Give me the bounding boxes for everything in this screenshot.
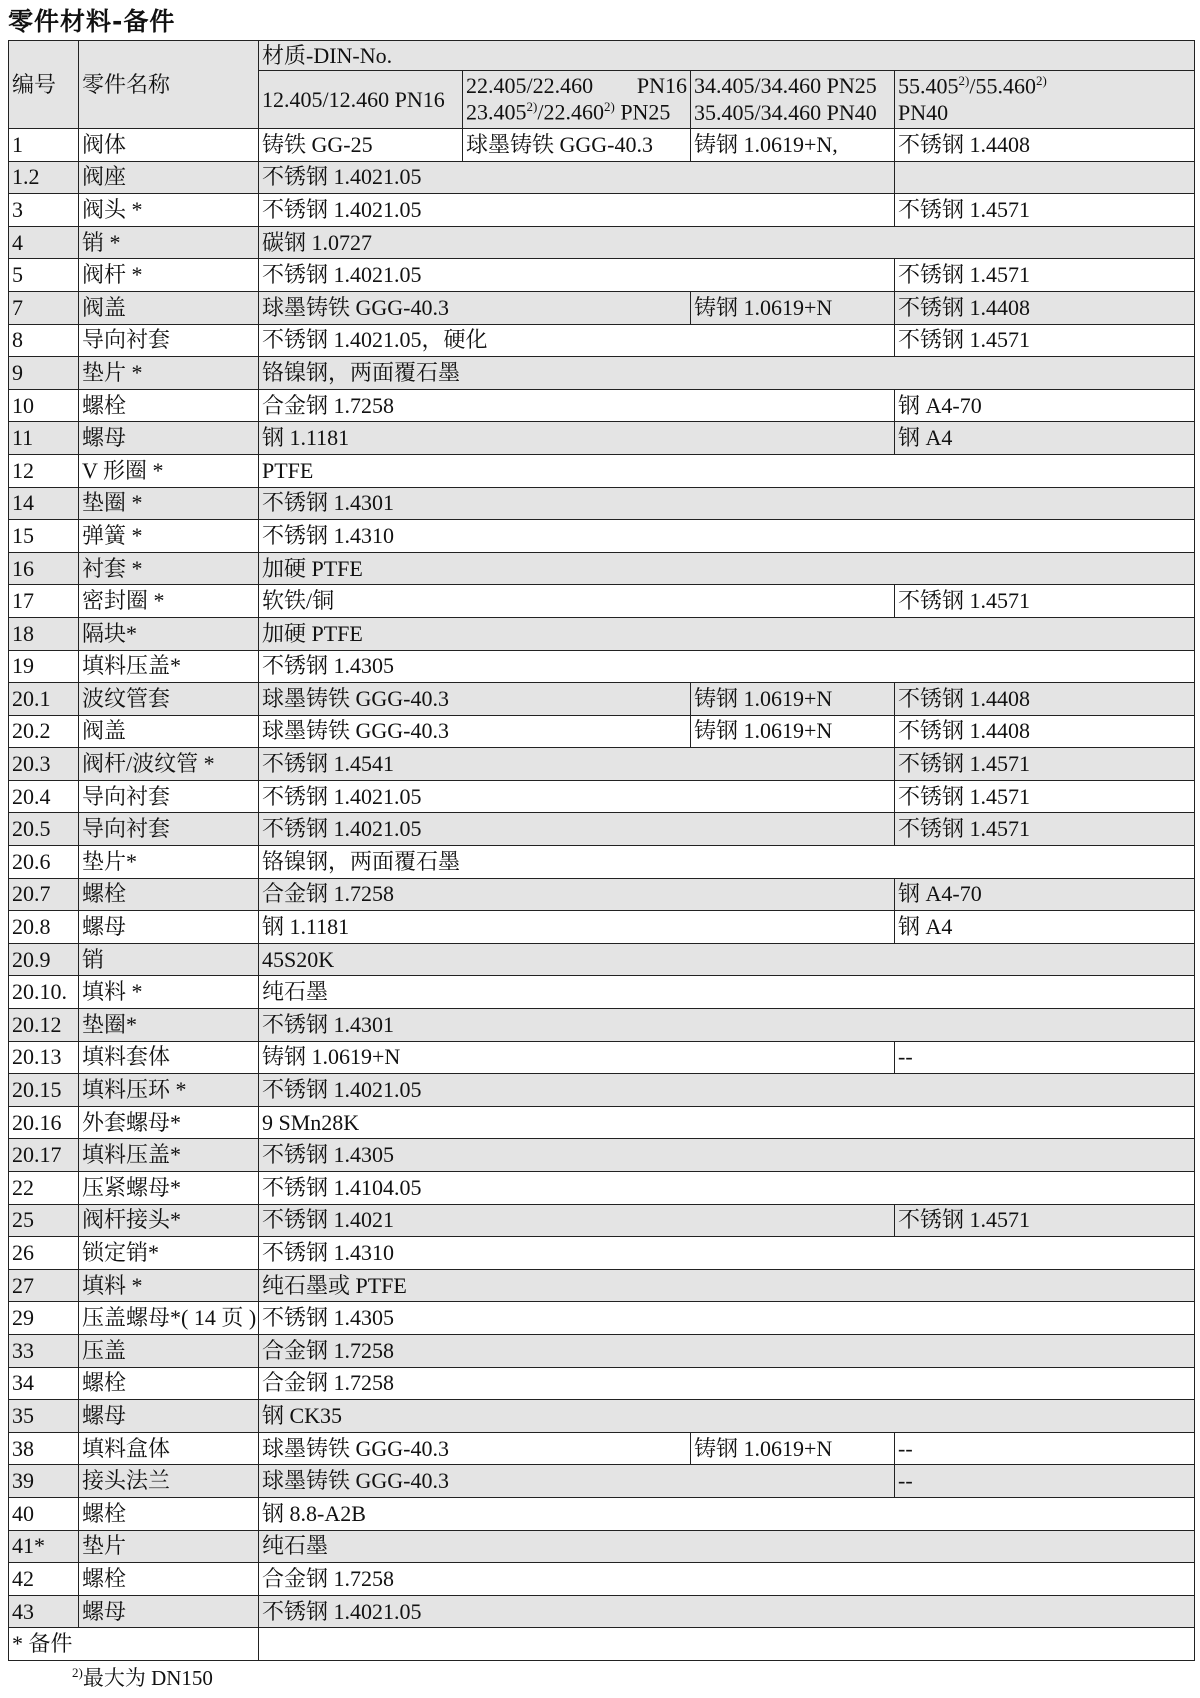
material-cell: -- xyxy=(895,1465,1195,1498)
material-cell: 不锈钢 1.4305 xyxy=(259,650,1195,683)
material-cell: 不锈钢 1.4104.05 xyxy=(259,1172,1195,1205)
footnote: $^{2)}$最大为 DN150 xyxy=(72,1665,213,1690)
header-material-4: 55.405$^{2)}$/55.460$^{2)}$ PN40 xyxy=(895,71,1195,129)
table-row xyxy=(9,1530,1195,1563)
material-cell: 球墨铸铁 GGG-40.3 xyxy=(463,129,691,162)
table-row xyxy=(9,1106,1195,1139)
table-row xyxy=(9,1269,1195,1302)
part-name: V 形圈 * xyxy=(79,454,259,487)
material-cell: 钢 A4-70 xyxy=(895,878,1195,911)
part-name: 阀头 * xyxy=(79,194,259,227)
part-number: 8 xyxy=(9,324,79,357)
table-row xyxy=(9,1595,1195,1628)
part-number: 20.6 xyxy=(9,846,79,879)
part-number: 43 xyxy=(9,1595,79,1628)
material-cell: 铸铁 GG-25 xyxy=(259,129,463,162)
header-material-1: 12.405/12.460 PN16 xyxy=(259,71,463,129)
part-number: 7 xyxy=(9,291,79,324)
part-name: 导向衬套 xyxy=(79,780,259,813)
material-cell: 不锈钢 1.4571 xyxy=(895,813,1195,846)
part-name: 填料压盖* xyxy=(79,1139,259,1172)
table-row xyxy=(9,1563,1195,1596)
part-number: 40 xyxy=(9,1497,79,1530)
material-cell: 不锈钢 1.4571 xyxy=(895,780,1195,813)
part-name: 锁定销* xyxy=(79,1237,259,1270)
material-cell xyxy=(895,161,1195,194)
material-cell: 不锈钢 1.4021.05 xyxy=(259,259,895,292)
part-number: 29 xyxy=(9,1302,79,1335)
material-cell: 铸钢 1.0619+N xyxy=(691,683,895,716)
material-cell: 球墨铸铁 GGG-40.3 xyxy=(259,291,691,324)
part-number: 19 xyxy=(9,650,79,683)
material-cell: 铬镍钢，两面覆石墨 xyxy=(259,357,1195,390)
material-cell: 铸钢 1.0619+N xyxy=(691,715,895,748)
table-row xyxy=(9,1465,1195,1498)
table-row xyxy=(9,454,1195,487)
material-cell: 不锈钢 1.4408 xyxy=(895,129,1195,162)
part-number: 20.12 xyxy=(9,1009,79,1042)
part-number: 38 xyxy=(9,1432,79,1465)
part-name: 垫圈 * xyxy=(79,487,259,520)
table-row xyxy=(9,715,1195,748)
part-number: 39 xyxy=(9,1465,79,1498)
material-cell: 不锈钢 1.4021.05 xyxy=(259,161,895,194)
table-row xyxy=(9,1334,1195,1367)
material-cell: 纯石墨 xyxy=(259,976,1195,1009)
material-cell: 不锈钢 1.4021.05 xyxy=(259,194,895,227)
table-row xyxy=(9,520,1195,553)
table-row xyxy=(9,1204,1195,1237)
part-name: 填料压盖* xyxy=(79,650,259,683)
part-number: 18 xyxy=(9,617,79,650)
material-cell: 不锈钢 1.4021 xyxy=(259,1204,895,1237)
material-cell: 不锈钢 1.4541 xyxy=(259,748,895,781)
part-name: 填料 * xyxy=(79,1269,259,1302)
page-title: 零件材料-备件 xyxy=(8,7,176,36)
part-name: 螺栓 xyxy=(79,1497,259,1530)
table-row xyxy=(9,487,1195,520)
part-name: 衬套 * xyxy=(79,552,259,585)
part-name: 填料 * xyxy=(79,976,259,1009)
material-cell: 铸钢 1.0619+N xyxy=(259,1041,895,1074)
table-row xyxy=(9,1432,1195,1465)
part-name: 阀座 xyxy=(79,161,259,194)
table-row xyxy=(9,976,1195,1009)
part-number: 25 xyxy=(9,1204,79,1237)
material-cell: 不锈钢 1.4021.05 xyxy=(259,780,895,813)
material-cell: 不锈钢 1.4408 xyxy=(895,715,1195,748)
part-name: 销 xyxy=(79,943,259,976)
part-name: 垫片* xyxy=(79,846,259,879)
table-row xyxy=(9,650,1195,683)
part-number: 20.10. xyxy=(9,976,79,1009)
table-row xyxy=(9,422,1195,455)
part-name: 垫圈* xyxy=(79,1009,259,1042)
material-cell: 不锈钢 1.4021.05 xyxy=(259,1595,1195,1628)
part-number: 20.7 xyxy=(9,878,79,911)
table-row xyxy=(9,585,1195,618)
material-cell: 球墨铸铁 GGG-40.3 xyxy=(259,1465,895,1498)
table-row xyxy=(9,1041,1195,1074)
table-row xyxy=(9,1074,1195,1107)
part-number: 1.2 xyxy=(9,161,79,194)
material-cell: 球墨铸铁 GGG-40.3 xyxy=(259,1432,691,1465)
part-number: 20.3 xyxy=(9,748,79,781)
table-row xyxy=(9,1009,1195,1042)
part-name: 螺栓 xyxy=(79,1563,259,1596)
table-row xyxy=(9,1497,1195,1530)
part-name: 波纹管套 xyxy=(79,683,259,716)
table-row xyxy=(9,161,1195,194)
table-row xyxy=(9,911,1195,944)
material-cell: 合金钢 1.7258 xyxy=(259,389,895,422)
part-number: 10 xyxy=(9,389,79,422)
material-cell: 钢 8.8-A2B xyxy=(259,1497,1195,1530)
part-number: 20.2 xyxy=(9,715,79,748)
material-cell: 钢 A4-70 xyxy=(895,389,1195,422)
header-part-name: 零件名称 xyxy=(79,41,259,129)
part-number: 9 xyxy=(9,357,79,390)
material-cell: 不锈钢 1.4301 xyxy=(259,1009,1195,1042)
material-cell: 不锈钢 1.4310 xyxy=(259,1237,1195,1270)
part-number: 5 xyxy=(9,259,79,292)
part-name: 压紧螺母* xyxy=(79,1172,259,1205)
part-name: 填料盒体 xyxy=(79,1432,259,1465)
part-name: 螺栓 xyxy=(79,389,259,422)
material-cell: 不锈钢 1.4571 xyxy=(895,585,1195,618)
table-row xyxy=(9,1172,1195,1205)
spare-note: * 备件 xyxy=(9,1628,259,1661)
material-cell: 不锈钢 1.4571 xyxy=(895,194,1195,227)
material-cell: 铸钢 1.0619+N xyxy=(691,291,895,324)
material-cell: 不锈钢 1.4021.05 xyxy=(259,813,895,846)
material-cell: 铸钢 1.0619+N xyxy=(691,1432,895,1465)
part-name: 隔块* xyxy=(79,617,259,650)
part-name: 导向衬套 xyxy=(79,324,259,357)
part-name: 接头法兰 xyxy=(79,1465,259,1498)
part-name: 螺栓 xyxy=(79,878,259,911)
part-number: 20.15 xyxy=(9,1074,79,1107)
part-number: 4 xyxy=(9,226,79,259)
part-name: 垫片 * xyxy=(79,357,259,390)
material-cell: 碳钢 1.0727 xyxy=(259,226,1195,259)
header-material-3: 34.405/34.460 PN25 35.405/34.460 PN40 xyxy=(691,71,895,129)
part-number: 16 xyxy=(9,552,79,585)
part-name: 外套螺母* xyxy=(79,1106,259,1139)
part-name: 阀盖 xyxy=(79,715,259,748)
header-row xyxy=(9,41,1195,71)
material-cell: 合金钢 1.7258 xyxy=(259,878,895,911)
material-cell: -- xyxy=(895,1432,1195,1465)
table-row xyxy=(9,389,1195,422)
material-cell: 纯石墨 xyxy=(259,1530,1195,1563)
part-number: 42 xyxy=(9,1563,79,1596)
header-number: 编号 xyxy=(9,41,79,129)
part-number: 3 xyxy=(9,194,79,227)
part-name: 螺母 xyxy=(79,1595,259,1628)
part-name: 垫片 xyxy=(79,1530,259,1563)
material-cell: 钢 A4 xyxy=(895,422,1195,455)
material-cell: 9 SMn28K xyxy=(259,1106,1195,1139)
material-cell: 钢 A4 xyxy=(895,911,1195,944)
material-cell: 不锈钢 1.4571 xyxy=(895,324,1195,357)
material-cell: 钢 1.1181 xyxy=(259,911,895,944)
material-cell: PTFE xyxy=(259,454,1195,487)
part-name: 填料压环 * xyxy=(79,1074,259,1107)
part-number: 15 xyxy=(9,520,79,553)
part-name: 阀杆 * xyxy=(79,259,259,292)
header-material-2: 22.405/22.460 PN16 23.405$^{2)}$/22.460$^{2)}$ PN25 xyxy=(463,71,691,129)
part-number: 20.4 xyxy=(9,780,79,813)
material-cell: 不锈钢 1.4408 xyxy=(895,291,1195,324)
part-number: 35 xyxy=(9,1400,79,1433)
part-name: 螺母 xyxy=(79,422,259,455)
table-row xyxy=(9,878,1195,911)
material-cell: 铬镍钢，两面覆石墨 xyxy=(259,846,1195,879)
parts-material-table xyxy=(8,40,1195,1661)
part-number: 17 xyxy=(9,585,79,618)
spare-note-row xyxy=(9,1628,1195,1661)
part-number: 22 xyxy=(9,1172,79,1205)
table-row xyxy=(9,226,1195,259)
material-cell: 钢 1.1181 xyxy=(259,422,895,455)
part-number: 20.9 xyxy=(9,943,79,976)
part-number: 20.8 xyxy=(9,911,79,944)
table-row xyxy=(9,1367,1195,1400)
part-name: 阀杆接头* xyxy=(79,1204,259,1237)
table-row xyxy=(9,357,1195,390)
table-row xyxy=(9,291,1195,324)
part-name: 导向衬套 xyxy=(79,813,259,846)
material-cell: -- xyxy=(895,1041,1195,1074)
material-cell: 不锈钢 1.4310 xyxy=(259,520,1195,553)
material-cell: 合金钢 1.7258 xyxy=(259,1563,1195,1596)
material-cell: 球墨铸铁 GGG-40.3 xyxy=(259,683,691,716)
table-row xyxy=(9,259,1195,292)
part-number: 12 xyxy=(9,454,79,487)
part-name: 螺栓 xyxy=(79,1367,259,1400)
part-number: 26 xyxy=(9,1237,79,1270)
part-number: 1 xyxy=(9,129,79,162)
part-number: 14 xyxy=(9,487,79,520)
material-cell: 合金钢 1.7258 xyxy=(259,1367,1195,1400)
table-row xyxy=(9,194,1195,227)
part-name: 密封圈 * xyxy=(79,585,259,618)
material-cell: 不锈钢 1.4571 xyxy=(895,259,1195,292)
part-name: 压盖 xyxy=(79,1334,259,1367)
part-number: 34 xyxy=(9,1367,79,1400)
material-cell: 45S20K xyxy=(259,943,1195,976)
part-name: 填料套体 xyxy=(79,1041,259,1074)
table-row xyxy=(9,748,1195,781)
table-row xyxy=(9,617,1195,650)
material-cell: 不锈钢 1.4571 xyxy=(895,748,1195,781)
material-cell: 加硬 PTFE xyxy=(259,617,1195,650)
part-number: 41* xyxy=(9,1530,79,1563)
part-number: 11 xyxy=(9,422,79,455)
part-name: 阀体 xyxy=(79,129,259,162)
table-row xyxy=(9,943,1195,976)
material-cell: 软铁/铜 xyxy=(259,585,895,618)
part-name: 弹簧 * xyxy=(79,520,259,553)
material-cell: 不锈钢 1.4021.05 xyxy=(259,1074,1195,1107)
table-row xyxy=(9,780,1195,813)
part-name: 压盖螺母*( 14 页 ) xyxy=(79,1302,259,1335)
material-cell: 纯石墨或 PTFE xyxy=(259,1269,1195,1302)
material-cell: 球墨铸铁 GGG-40.3 xyxy=(259,715,691,748)
table-row xyxy=(9,129,1195,162)
table-row xyxy=(9,324,1195,357)
table-row xyxy=(9,1237,1195,1270)
material-cell: 不锈钢 1.4408 xyxy=(895,683,1195,716)
part-name: 阀杆/波纹管 * xyxy=(79,748,259,781)
table-row xyxy=(9,846,1195,879)
material-cell: 不锈钢 1.4305 xyxy=(259,1302,1195,1335)
part-number: 27 xyxy=(9,1269,79,1302)
material-cell: 不锈钢 1.4021.05，硬化 xyxy=(259,324,895,357)
part-name: 销 * xyxy=(79,226,259,259)
part-name: 阀盖 xyxy=(79,291,259,324)
header-material-group: 材质-DIN-No. xyxy=(259,41,1195,71)
material-cell: 不锈钢 1.4571 xyxy=(895,1204,1195,1237)
table-row xyxy=(9,1400,1195,1433)
table-row xyxy=(9,813,1195,846)
material-cell: 合金钢 1.7258 xyxy=(259,1334,1195,1367)
part-number: 20.17 xyxy=(9,1139,79,1172)
table-row xyxy=(9,683,1195,716)
part-number: 20.1 xyxy=(9,683,79,716)
part-number: 20.13 xyxy=(9,1041,79,1074)
table-row xyxy=(9,552,1195,585)
part-name: 螺母 xyxy=(79,911,259,944)
material-cell: 加硬 PTFE xyxy=(259,552,1195,585)
material-cell: 不锈钢 1.4301 xyxy=(259,487,1195,520)
material-cell: 铸钢 1.0619+N, xyxy=(691,129,895,162)
part-number: 20.16 xyxy=(9,1106,79,1139)
material-cell: 不锈钢 1.4305 xyxy=(259,1139,1195,1172)
part-name: 螺母 xyxy=(79,1400,259,1433)
part-number: 33 xyxy=(9,1334,79,1367)
table-row xyxy=(9,1139,1195,1172)
part-number: 20.5 xyxy=(9,813,79,846)
material-cell: 钢 CK35 xyxy=(259,1400,1195,1433)
table-row xyxy=(9,1302,1195,1335)
